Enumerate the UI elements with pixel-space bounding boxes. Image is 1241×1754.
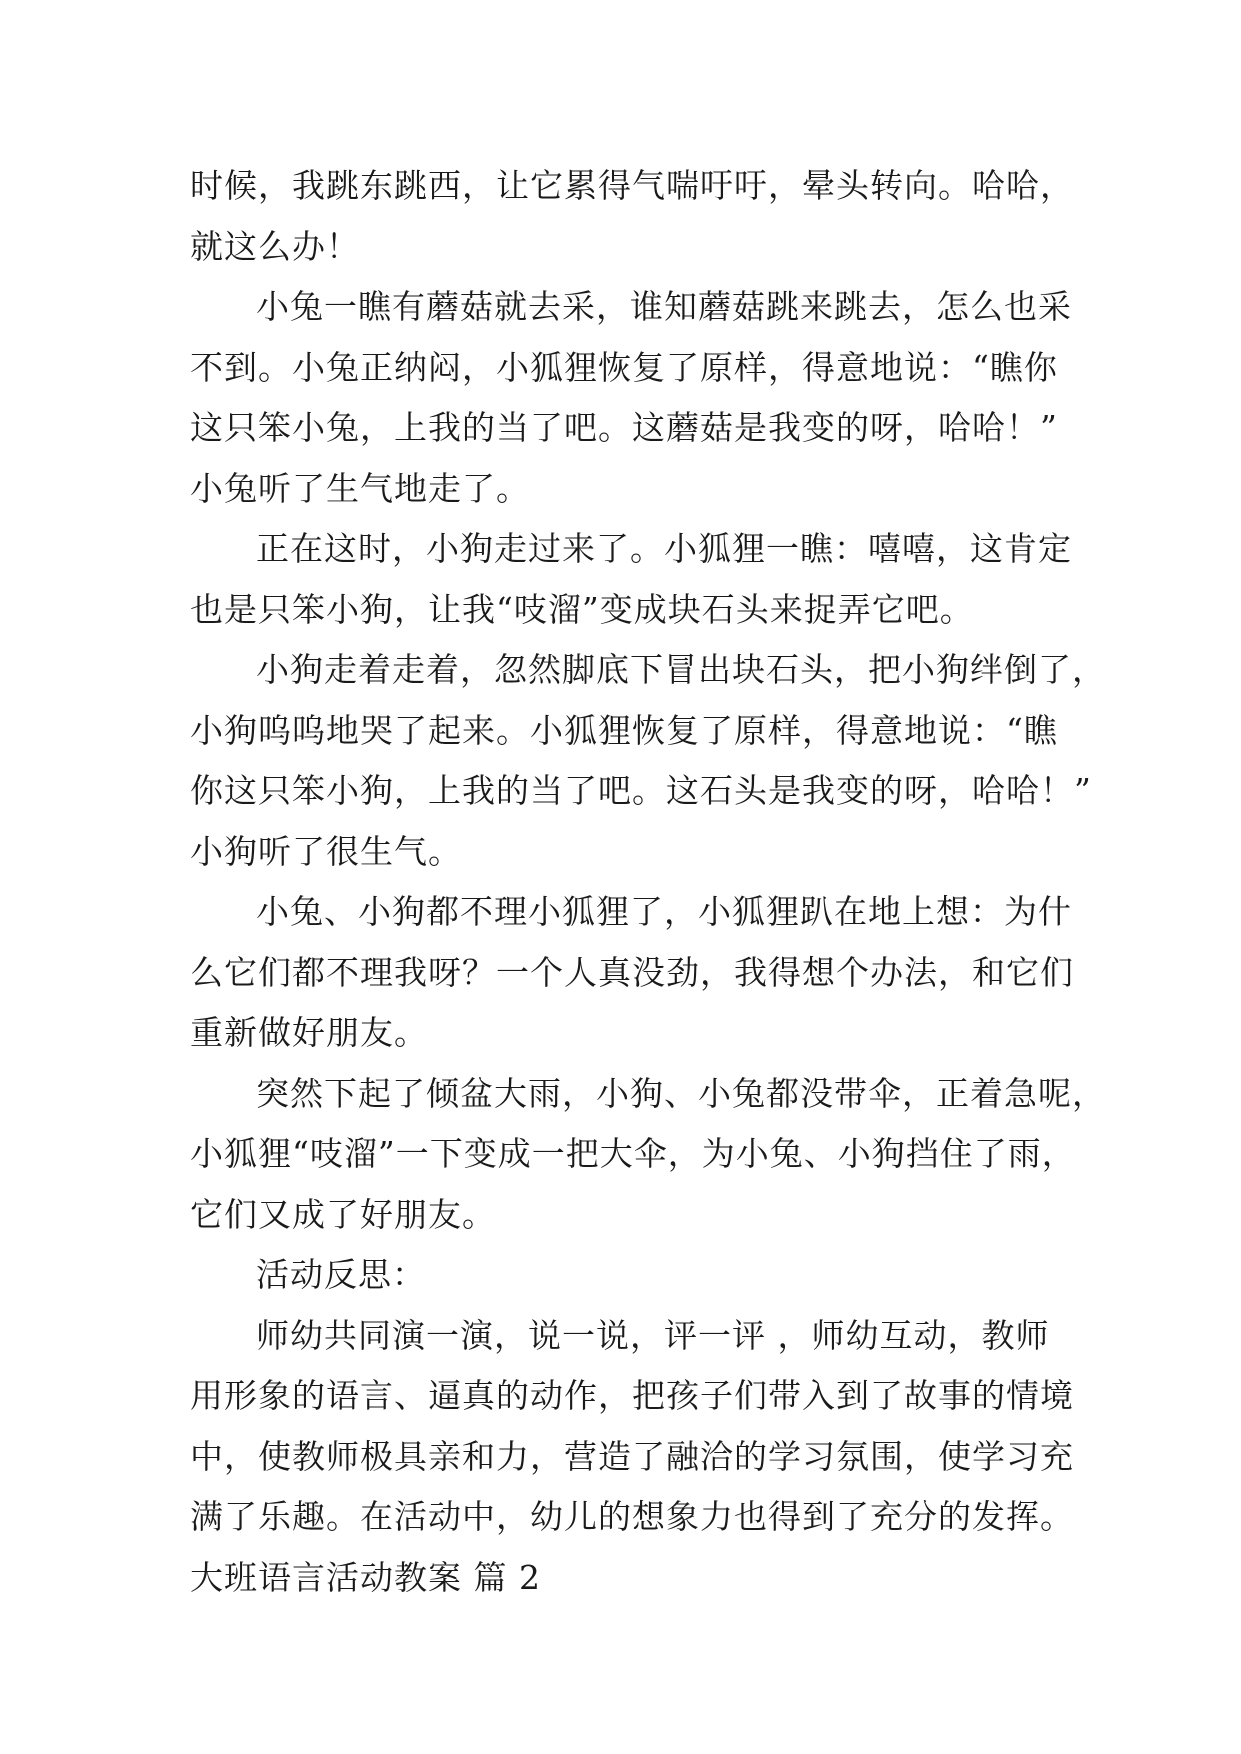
text-line: 小兔听了生气地走了。 [190, 468, 530, 508]
text-line: 突然下起了倾盆大雨，小狗、小兔都没带伞，正着急呢， [256, 1073, 1106, 1113]
text-line: 你这只笨小狗，上我的当了吧。这石头是我变的呀，哈哈！” [190, 771, 1092, 810]
text-line: 活动反思： [256, 1255, 426, 1294]
text-line: 小狐狸“吱溜”一下变成一把大伞，为小兔、小狗挡住了雨， [190, 1134, 1076, 1173]
text-line: 中，使教师极具亲和力，营造了融洽的学习氛围，使学习充 [190, 1436, 1074, 1476]
text-line: 不到。小兔正纳闷，小狐狸恢复了原样，得意地说：“瞧你 [190, 347, 1058, 387]
document-page [190, 156, 1106, 1608]
text-line: 满了乐趣。在活动中，幼儿的想象力也得到了充分的发挥。 [190, 1497, 1074, 1536]
text-line: 小狗呜呜地哭了起来。小狐狸恢复了原样，得意地说：“瞧 [190, 710, 1058, 750]
text-line: 重新做好朋友。 [190, 1013, 428, 1052]
text-line: 它们又成了好朋友。 [190, 1194, 496, 1234]
text-line: 师幼共同演一演，说一说，评一评 ，师幼互动，教师 [256, 1315, 1050, 1355]
text-line: 小狗听了很生气。 [190, 831, 462, 871]
text-line: 小狗走着走着，忽然脚底下冒出块石头，把小狗绊倒了， [256, 650, 1106, 689]
text-line: 么它们都不理我呀？一个人真没劲，我得想个办法，和它们 [190, 952, 1074, 992]
text-line: 也是只笨小狗，让我“吱溜”变成块石头来捉弄它吧。 [190, 589, 974, 629]
text-line: 用形象的语言、逼真的动作，把孩子们带入到了故事的情境 [190, 1376, 1074, 1415]
text-line: 小兔、小狗都不理小狐狸了，小狐狸趴在地上想：为什 [256, 892, 1072, 931]
text-line: 大班语言活动教案 篇 2 [190, 1557, 541, 1597]
text-line: 这只笨小兔，上我的当了吧。这蘑菇是我变的呀，哈哈！” [190, 408, 1058, 447]
text-line: 时候，我跳东跳西，让它累得气喘吁吁，晕头转向。哈哈， [190, 166, 1074, 205]
text-line: 就这么办！ [190, 226, 360, 266]
text-line: 正在这时，小狗走过来了。小狐狸一瞧：嘻嘻，这肯定 [256, 529, 1072, 568]
text-line: 小兔一瞧有蘑菇就去采，谁知蘑菇跳来跳去，怎么也采 [256, 287, 1072, 326]
